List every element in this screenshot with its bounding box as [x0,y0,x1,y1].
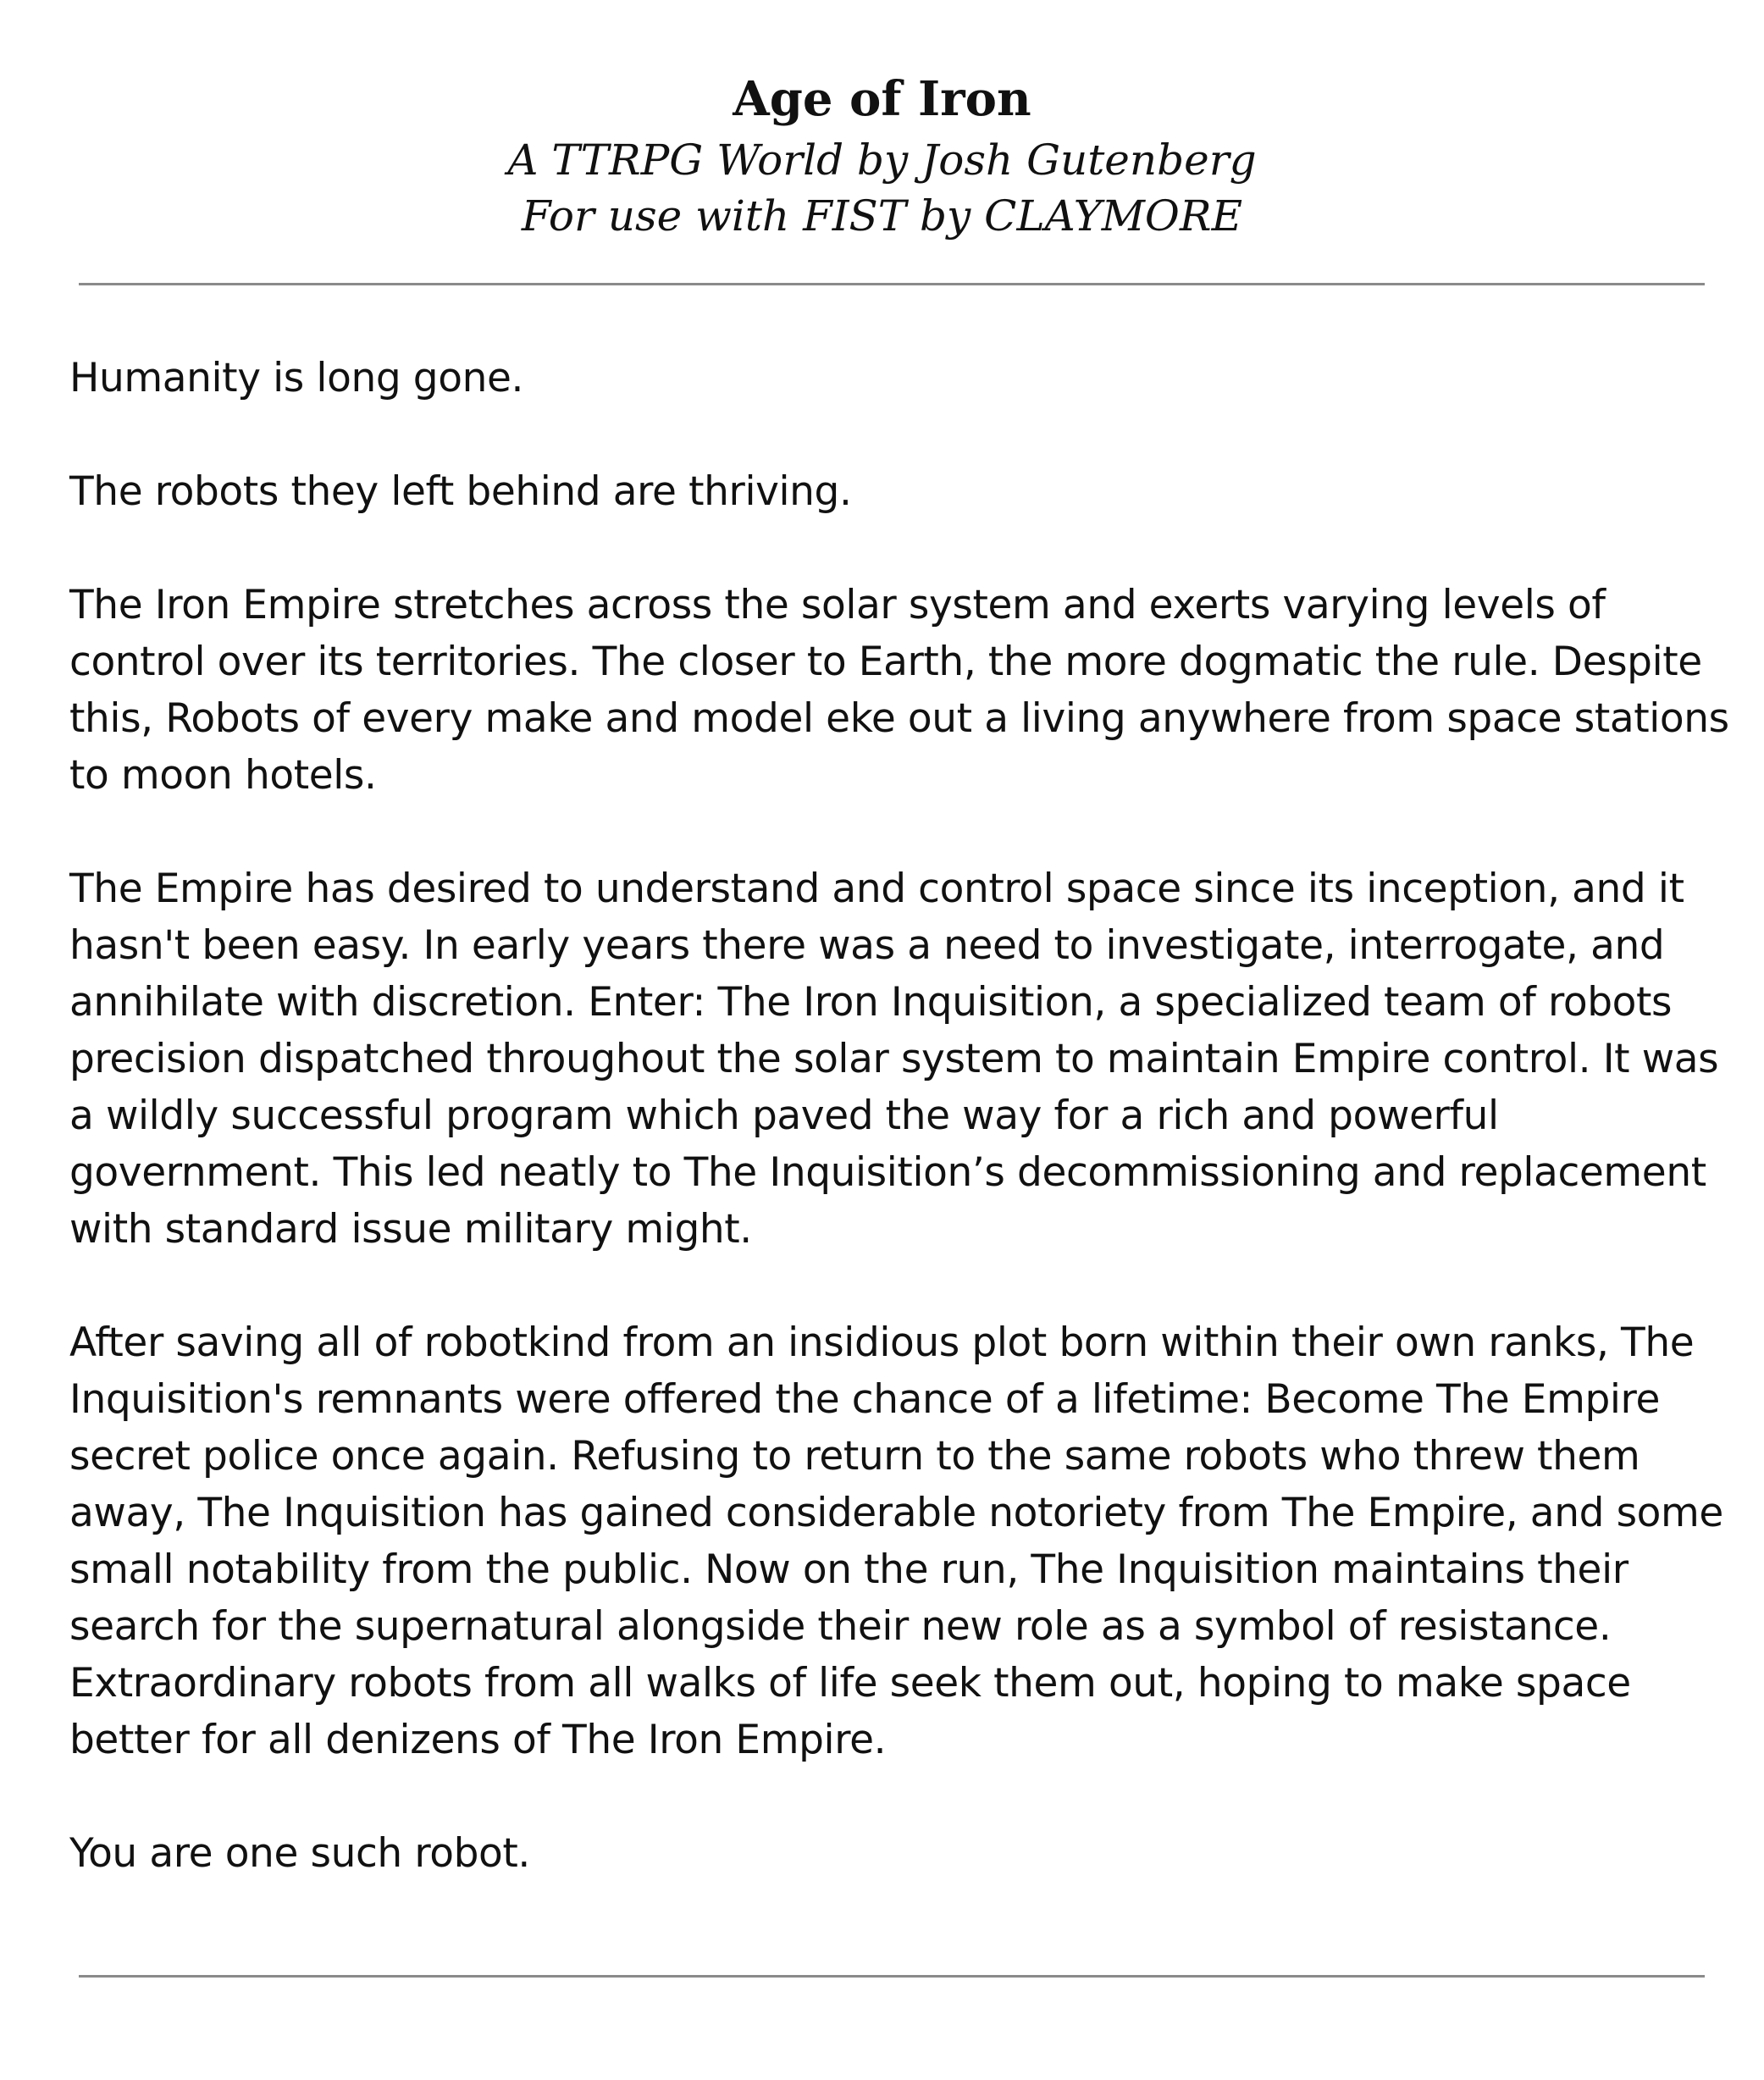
document-title: Age of Iron [733,71,1031,127]
document-subtitle-author: A TTRPG World by Josh Gutenberg [507,136,1257,185]
top-divider [79,283,1705,285]
document-body [69,350,1729,1882]
paragraph-inquisition-history: The Empire has desired to understand and control space since its inception, and it hasn't been easy. In early years there was a need to investigate, interrogate, and annihilate with discretion. Enter: The Iron Inquisition, a specialized team of robots precision dispatched throughout the solar system to maintain Empire control. It was a wildly successful program which paved the way for a rich and powerful government. This led neatly to The Inquisition’s decommissioning and replacement with standard issue military might. [69,866,1719,1253]
paragraph-inquisition-now: After saving all of robotkind from an insidious plot born within their own ranks, The Inquisition's remnants were offered the chance of a lifetime: Become The Empire secret police once again. Refusing to return to the same robots who threw them away, The Inquisition has gained considerable notoriety from The Empire, and some small notability from the public. Now on the run, The Inquisition maintains their search for the supernatural alongside their new role as a symbol of resistance. Extraordinary robots from all walks of life seek them out, hoping to make space better for all denizens of The Iron Empire. [69,1319,1723,1763]
document-subtitle-system: For use with FIST by CLAYMORE [521,191,1243,241]
paragraph-iron-empire: The Iron Empire stretches across the solar system and exerts varying levels of control over its territories. The closer to Earth, the more dogmatic the rule. Despite this, Robots of every make and model eke out a living anywhere from space stations to moon hotels. [69,582,1729,799]
paragraph-robots: The robots they left behind are thriving. [69,468,852,515]
document-header [0,66,1764,244]
paragraph-intro: Humanity is long gone. [69,355,524,401]
paragraph-closing: You are one such robot. [69,1830,530,1877]
bottom-divider [79,1975,1705,1978]
